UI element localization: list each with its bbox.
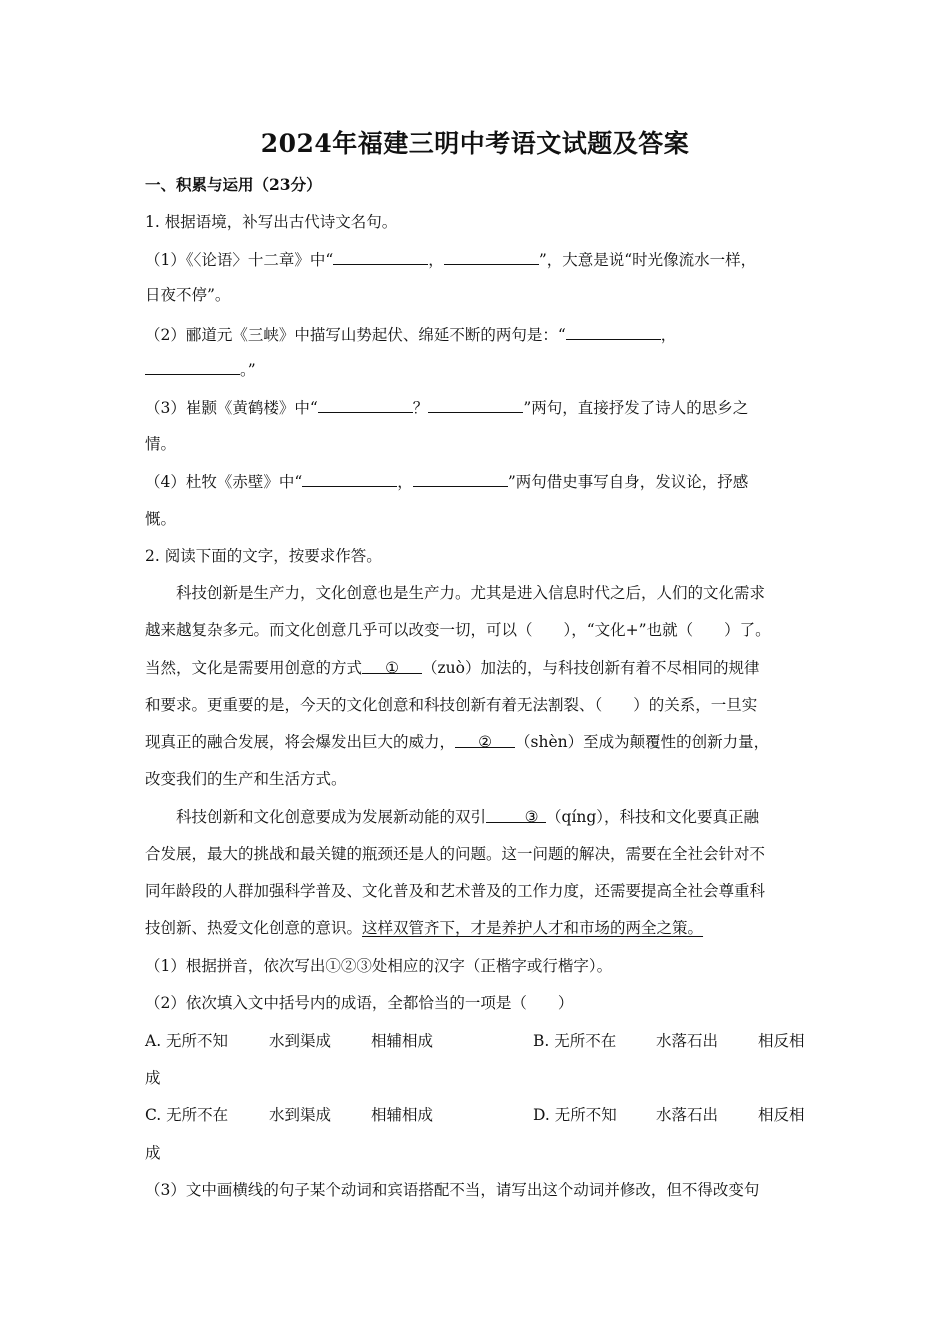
q1-item4-line2: 慨。 [145,510,177,528]
q2-stem: 2. 阅读下面的文字，按要求作答。 [145,547,382,565]
answer-blank[interactable] [302,470,397,487]
passage-p2-line3: 同年龄段的人群加强科学普及、文化普及和艺术普及的工作力度，还需要提高全社会尊重科 [145,882,766,900]
answer-blank[interactable] [333,248,428,265]
answer-blank[interactable] [413,470,508,487]
q1-stem: 1. 根据语境，补写出古代诗文名句。 [145,213,398,231]
pinyin-blank-2[interactable]: ② [455,731,515,748]
q1-item3-line1: （3）崔颢《黄鹤楼》中“ ？ ”两句，直接抒发了诗人的思乡之 [145,396,810,419]
q2-sub3: （3）文中画横线的句子某个动词和宾语搭配不当，请写出这个动词并修改，但不得改变句 [145,1181,760,1199]
underlined-sentence: 这样双管齐下，才是养护人才和市场的两全之策。 [362,919,704,937]
passage-p1-line4: 和要求。更重要的是，今天的文化创意和科技创新有着无法割裂、（ ）的关系，一旦实 [145,696,758,714]
q1-item2-line1: （2）郦道元《三峡》中描写山势起伏、绵延不断的两句是：“ ， [145,323,810,346]
q1-item2-line2: 。” [145,358,810,381]
passage-p1-line5: 现真正的融合发展，将会爆发出巨大的威力， ② （shèn）至成为颠覆性的创新力量， [145,733,770,751]
passage-p1-line1: 科技创新是生产力，文化创意也是生产力。尤其是进入信息时代之后，人们的文化需求 [176,584,766,602]
option-b-wrap: 成 [145,1069,161,1087]
answer-blank[interactable] [145,358,240,375]
q1-item1-line1: （1）《〈论语〉十二章》中“ ， ”，大意是说“时光像流水一样， [145,248,810,271]
answer-blank[interactable] [444,248,539,265]
passage-p2-line1: 科技创新和文化创意要成为发展新动能的双引 ③ （qíng），科技和文化要真正融 [176,808,760,826]
pinyin-blank-1[interactable]: ① [362,657,422,674]
passage-p1-line2: 越来越复杂多元。而文化创意几乎可以改变一切，可以（ ），“文化+”也就（ ）了。 [145,621,771,639]
passage-p2-line2: 合发展，最大的挑战和最关键的瓶颈还是人的问题。这一问题的解决，需要在全社会针对不 [145,845,766,863]
passage-p1-line3: 当然，文化是需要用创意的方式 ① （zuò）加法的，与科技创新有着不尽相同的规律 [145,659,760,677]
pinyin-blank-3[interactable]: ③ [486,806,546,823]
option-a[interactable]: A. 无所不知 [145,1032,229,1050]
page-title: 2024年福建三明中考语文试题及答案 [260,129,690,158]
q1-item1-line2: 日夜不停”。 [145,286,231,304]
document-page: 2024年福建三明中考语文试题及答案 一、积累与运用（23分） 1. 根据语境，补写出古代诗文名句。 （1）《〈论语〉十二章》中“ ， ”，大意是说“时光像流水一样， 日夜不停”。 （2）郦道元《三峡》中描写山势起伏、绵延不断的两句是：“ ， 。” （3）崔颢《黄鹤楼》中“ ？ ”两句，直接抒发了诗人的思乡之 情。 （4）杜牧《赤壁》中“ ， ”两句借史事写自身，发议论，抒感 慨。 2. 阅读下面的文字，按要求作答。 科技创新是生产力，文化创意也是生产力。尤其是进入信息时代之后，人们的文化需求 越来越复杂多元。而文化创意几乎可以改变一切，可以（ ），“文化+”也就（ ）了。 当然，文化是需要用创意的方式 ① （zuò）加法的，与科技创新有着不尽相同的规律 和要求。更重要的是，今天的文化创意和科技创新有着无法割裂、（ ）的关系，一旦实 现真正的融合发展，将会爆发出巨大的威力， ② （shèn）至成为颠覆性的创新力量， 改变我们的生产和生活方式。 科技创新和文化创意要成为发展新动能的双引 ③ （qíng），科技和文化要真正融 合发展，最大的挑战和最关键的瓶颈还是人的问题。这一问题的解决，需要在全社会针对不 同年龄段的人群加强科学普及、文化普及和艺术普及的工作力度，还需要提高全社会尊重科 技创新、热爱文化创意的意识。这样双管齐下，才是养护人才和市场的两全之策。 （1）根据拼音，依次写出①②③处相应的汉字（正楷字或行楷字）。 （2）依次填入文中括号内的成语，全都恰当的一项是（ ） A. 无所不知 水到渠成 相辅相成 B. 无所不在 水落石出 相反相 成 C. 无所不在 水到渠成 相辅相成 D. 无所不知 水落石出 相反相 成 （3）文中画横线的句子某个动词和宾语搭配不当，请写出这个动词并修改，但不得改变句 [0,0,950,1344]
passage-p1-line6: 改变我们的生产和生活方式。 [145,770,347,788]
q2-sub2: （2）依次填入文中括号内的成语，全都恰当的一项是（ ） [145,994,574,1012]
option-c[interactable]: C. 无所不在 [145,1106,229,1124]
answer-blank[interactable] [566,323,661,340]
option-d-wrap: 成 [145,1144,161,1162]
option-b[interactable]: B. 无所不在 [533,1032,617,1050]
option-d[interactable]: D. 无所不知 [533,1106,617,1124]
q2-sub1: （1）根据拼音，依次写出①②③处相应的汉字（正楷字或行楷字）。 [145,957,613,975]
q1-item4-line1: （4）杜牧《赤壁》中“ ， ”两句借史事写自身，发议论，抒感 [145,470,810,493]
answer-blank[interactable] [428,396,523,413]
section-heading: 一、积累与运用（23分） [145,175,322,194]
q1-item3-line2: 情。 [145,435,177,453]
answer-blank[interactable] [318,396,413,413]
passage-p2-line4: 技创新、热爱文化创意的意识。这样双管齐下，才是养护人才和市场的两全之策。 [145,919,704,937]
